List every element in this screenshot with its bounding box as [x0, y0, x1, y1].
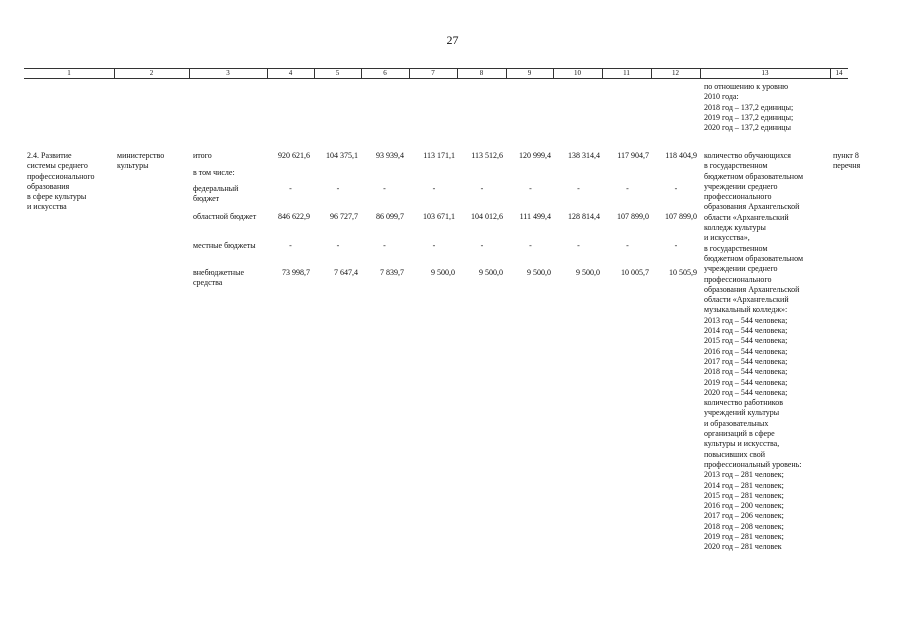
- column-number: 2: [149, 69, 154, 77]
- funding-value: 107 899,0: [665, 212, 697, 221]
- carry-over-indicator-line: 2010 года:: [704, 92, 739, 102]
- funding-value: 86 099,7: [376, 212, 404, 221]
- funding-value: 113 171,1: [423, 151, 455, 160]
- funding-value: -: [480, 241, 484, 250]
- column-number: 3: [226, 69, 230, 77]
- target-indicator-line: 2014 год – 281 человек;: [704, 480, 784, 490]
- column-number: 4: [288, 69, 293, 77]
- page-number: 27: [446, 33, 459, 47]
- column-number: 13: [761, 69, 769, 77]
- funding-value: -: [480, 184, 484, 193]
- funding-value: -: [674, 241, 678, 250]
- funding-source: внебюджетные средства: [193, 268, 244, 288]
- target-indicator-line: учреждений культуры: [704, 408, 780, 418]
- target-indicator-line: области «Архангельский: [704, 295, 789, 305]
- carry-over-indicator-line: по отношению к уровню: [704, 82, 789, 91]
- target-indicator-line: колледж культуры: [704, 223, 766, 233]
- target-indicator-line: культуры и искусства,: [704, 439, 780, 449]
- funding-value: 93 939,4: [376, 151, 404, 160]
- measure-name-line: и искусства: [27, 202, 67, 212]
- funding-value: 7 647,4: [334, 268, 358, 277]
- target-indicator: [704, 151, 828, 553]
- column-number: 9: [527, 69, 532, 77]
- executor-line: министерство: [117, 151, 165, 160]
- measure-name-line: профессионального: [27, 171, 95, 181]
- column-number: 8: [479, 69, 484, 77]
- measure-name-line: системы среднего: [27, 161, 88, 171]
- target-indicator-line: повысивших свой: [704, 449, 766, 459]
- funding-source: в том числе:: [193, 168, 235, 177]
- target-indicator-line: 2019 год – 281 человек;: [704, 531, 784, 541]
- funding-value: 10 005,7: [621, 268, 649, 277]
- target-indicator-line: профессионального: [704, 192, 772, 202]
- funding-value: 103 671,1: [423, 212, 455, 221]
- target-indicator-line: 2015 год – 281 человек;: [704, 490, 784, 500]
- funding-source: итого: [193, 151, 212, 160]
- funding-value: -: [626, 184, 629, 193]
- funding-value: -: [383, 241, 386, 250]
- funding-value: 73 998,7: [282, 268, 310, 277]
- target-indicator-line: области «Архангельский: [704, 212, 789, 222]
- target-indicator-line: в государственном: [704, 243, 768, 253]
- funding-value: -: [674, 184, 678, 193]
- measure-name: [27, 151, 113, 213]
- funding-value: 104 375,1: [326, 151, 358, 160]
- target-indicator-line: 2018 год – 208 человек;: [704, 521, 784, 531]
- funding-value: 104 012,6: [471, 212, 503, 221]
- funding-value: 846 622,9: [278, 212, 310, 221]
- funding-value: 9 500,0: [527, 268, 551, 277]
- measure-name-line: в сфере культуры: [27, 192, 87, 202]
- target-indicator-line: и искусства»,: [704, 233, 750, 243]
- reference-line: пункт 8: [833, 151, 859, 160]
- funding-value: 9 500,0: [479, 268, 503, 277]
- funding-value: -: [577, 184, 580, 193]
- funding-value: 120 999,4: [519, 151, 551, 160]
- target-indicator-line: 2018 год – 544 человека;: [704, 367, 788, 377]
- target-indicator-line: 2019 год – 544 человека;: [704, 377, 788, 387]
- funding-value: 117 904,7: [617, 151, 649, 160]
- funding-value: -: [432, 184, 436, 193]
- funding-value: 920 621,6: [278, 151, 310, 160]
- funding-value: -: [336, 241, 340, 250]
- target-indicator-line: 2017 год – 206 человек;: [704, 511, 784, 521]
- measure-name-line: 2.4. Развитие: [27, 151, 72, 160]
- target-indicator-line: образования Архангельской: [704, 202, 800, 212]
- column-number: 5: [335, 69, 340, 77]
- table-column-header-row: [24, 68, 848, 79]
- column-number: 12: [672, 69, 679, 77]
- target-indicator-line: и образовательных: [704, 418, 769, 428]
- column-number: 14: [835, 69, 843, 77]
- column-number: 1: [67, 69, 71, 77]
- measure-name-line: образования: [27, 181, 70, 191]
- funding-value: 118 404,9: [665, 151, 697, 160]
- funding-value: -: [289, 241, 292, 250]
- reference: [833, 151, 873, 172]
- target-indicator-line: учреждении среднего: [704, 264, 778, 274]
- funding-value: -: [336, 184, 340, 193]
- target-indicator-line: 2017 год – 544 человека;: [704, 356, 788, 366]
- funding-value: 10 505,9: [669, 268, 697, 277]
- funding-value: 7 839,7: [380, 268, 404, 277]
- funding-value: 9 500,0: [431, 268, 455, 277]
- target-indicator-line: количество работников: [704, 398, 784, 408]
- target-indicator-line: количество обучающихся: [704, 151, 791, 160]
- target-indicator-line: 2016 год – 200 человек;: [704, 501, 784, 511]
- target-indicator-line: профессионального: [704, 274, 772, 284]
- funding-value: -: [383, 184, 386, 193]
- target-indicator-line: 2013 год – 281 человек;: [704, 470, 784, 480]
- executor-line: культуры: [117, 161, 149, 171]
- target-indicator-line: в государственном: [704, 161, 768, 171]
- target-indicator-line: музыкальный колледж»:: [704, 305, 788, 315]
- funding-value: 107 899,0: [617, 212, 649, 221]
- target-indicator-line: 2016 год – 544 человека;: [704, 346, 788, 356]
- target-indicator-line: образования Архангельской: [704, 284, 800, 294]
- funding-value: -: [289, 184, 292, 193]
- reference-line: перечня: [833, 161, 861, 171]
- funding-value: 138 314,4: [568, 151, 600, 160]
- carry-over-indicator-line: 2018 год – 137,2 единицы;: [704, 102, 794, 112]
- funding-source: местные бюджеты: [193, 241, 256, 250]
- funding-value: 96 727,7: [330, 212, 358, 221]
- carry-over-indicator-line: 2019 год – 137,2 единицы;: [704, 112, 794, 122]
- funding-source: областной бюджет: [193, 212, 257, 221]
- target-indicator-line: 2013 год – 544 человека;: [704, 315, 788, 325]
- target-indicator-line: бюджетном образовательном: [704, 171, 803, 181]
- funding-source: федеральный бюджет: [193, 184, 239, 204]
- target-indicator-line: 2020 год – 281 человек: [704, 542, 782, 552]
- column-number: 7: [431, 69, 435, 77]
- column-number: 11: [623, 69, 630, 77]
- funding-value: 128 814,4: [568, 212, 600, 221]
- funding-value: -: [529, 184, 532, 193]
- executor: [117, 151, 187, 172]
- column-number: 6: [383, 69, 387, 77]
- target-indicator-line: 2014 год – 544 человека;: [704, 326, 788, 336]
- funding-value: -: [529, 241, 532, 250]
- funding-value: 113 512,6: [471, 151, 503, 160]
- funding-value: 111 499,4: [519, 212, 551, 221]
- target-indicator-line: учреждении среднего: [704, 181, 778, 191]
- funding-value: 9 500,0: [576, 268, 600, 277]
- carry-over-indicator: [704, 82, 828, 133]
- target-indicator-line: профессиональный уровень:: [704, 459, 802, 469]
- target-indicator-line: бюджетном образовательном: [704, 253, 803, 263]
- funding-value: -: [432, 241, 436, 250]
- funding-value: -: [626, 241, 629, 250]
- funding-value: -: [577, 241, 580, 250]
- target-indicator-line: 2020 год – 544 человека;: [704, 387, 788, 397]
- target-indicator-line: 2015 год – 544 человека;: [704, 336, 788, 346]
- carry-over-indicator-line: 2020 год – 137,2 единицы: [704, 123, 791, 133]
- column-number: 10: [574, 69, 581, 77]
- target-indicator-line: организаций в сфере: [704, 429, 775, 439]
